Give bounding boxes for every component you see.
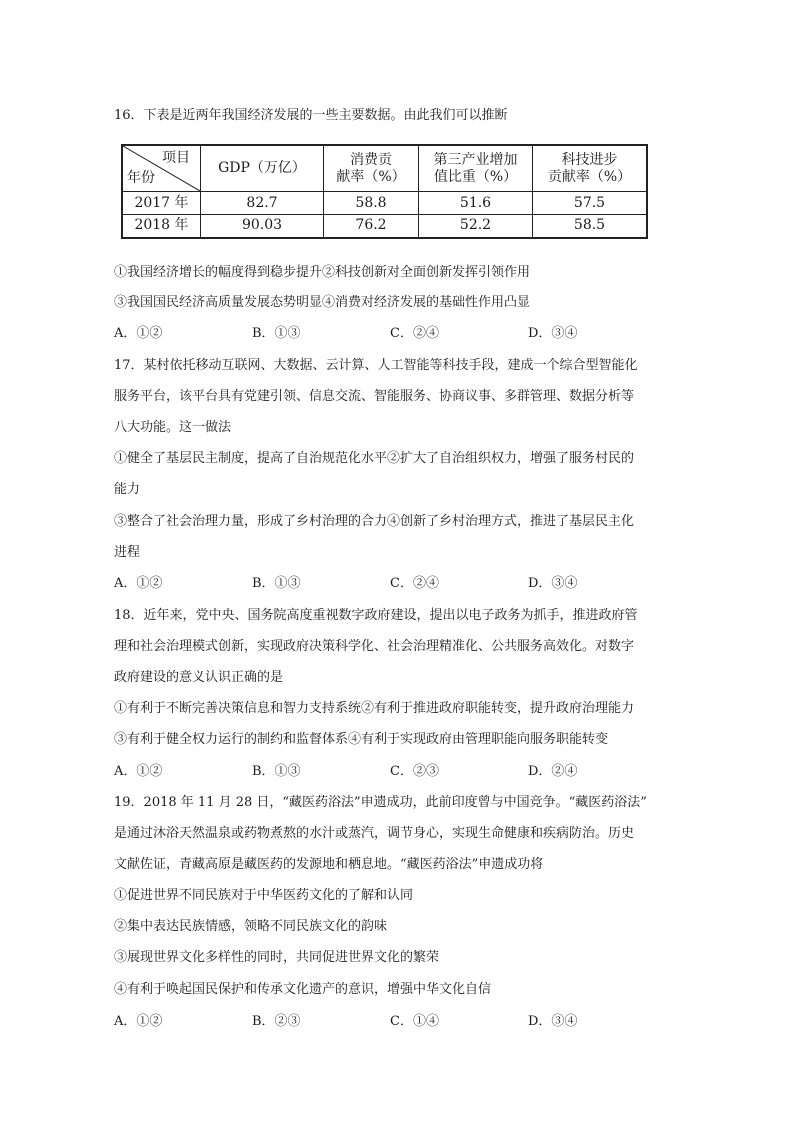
q16-stem: 16．下表是近两年我国经济发展的一些主要数据。由此我们可以推断 xyxy=(114,108,508,123)
q19-statement: ①促进世界不同民族对于中华医药文化的了解和认同 xyxy=(114,888,414,903)
q19-option-a: A．①② xyxy=(114,1014,163,1029)
q18-statement: ③有利于健全权力运行的制约和监督体系④有利于实现政府由管理职能向服务职能转变 xyxy=(114,732,609,747)
q17-statement: ①健全了基层民主制度，提高了自治规范化水平②扩大了自治组织权力，增强了服务村民的 xyxy=(114,451,635,466)
q19-stem: 文献佐证，青藏高原是藏医药的发源地和栖息地。“藏医药浴法”申遗成功将 xyxy=(114,857,544,872)
q17-option-c: C．②④ xyxy=(390,576,439,591)
q17-stem: 17．某村依托移动互联网、大数据、云计算、人工智能等科技手段，建成一个综合型智能化 xyxy=(114,358,638,373)
q17-statement: 能力 xyxy=(114,482,141,497)
q16-option-d: D．③④ xyxy=(528,326,578,341)
table-cell: 58.8 xyxy=(324,192,419,215)
q17-stem: 服务平台，该平台具有党建引领、信息交流、智能服务、协商议事、多群管理、数据分析等 xyxy=(114,389,635,404)
table-cell: 51.6 xyxy=(419,192,533,215)
q16-option-c: C．②④ xyxy=(390,326,439,341)
table-row xyxy=(122,215,647,238)
q16-option-a: A．①② xyxy=(114,326,163,341)
table-header-row xyxy=(122,145,647,192)
table-cell-year: 2017 年 xyxy=(122,192,201,215)
q17-option-d: D．③④ xyxy=(528,576,578,591)
table-cell: 90.03 xyxy=(201,215,324,238)
table-header-tech: 科技进步 贡献率（%） xyxy=(533,145,648,192)
table-cell-year: 2018 年 xyxy=(122,215,201,238)
economic-data-table xyxy=(121,144,648,239)
q19-option-d: D．③④ xyxy=(528,1014,578,1029)
q19-stem: 是通过沐浴天然温泉或药物煮熬的水汁或蒸汽，调节身心，实现生命健康和疾病防治。历史 xyxy=(114,826,635,841)
q17-statement: ③整合了社会治理力量，形成了乡村治理的合力④创新了乡村治理方式，推进了基层民主化 xyxy=(114,514,635,529)
table-cell: 58.5 xyxy=(533,215,648,238)
q18-option-b: B．①③ xyxy=(252,764,301,779)
q17-option-a: A．①② xyxy=(114,576,163,591)
q18-stem: 理和社会治理模式创新，实现政府决策科学化、社会治理精准化、公共服务高效化。对数字 xyxy=(114,639,635,654)
table-row xyxy=(122,192,647,215)
q19-statement: ②集中表达民族情感，领略不同民族文化的韵味 xyxy=(114,919,388,934)
corner-year-label: 年份 xyxy=(127,170,155,186)
corner-item-label: 项目 xyxy=(162,150,190,166)
q18-option-d: D．②④ xyxy=(528,764,578,779)
q16-statement: ①我国经济增长的幅度得到稳步提升②科技创新对全面创新发挥引领作用 xyxy=(114,265,531,280)
q19-stem: 19．2018 年 11 月 28 日，“藏医药浴法”申遗成功，此前印度曾与中国竞争。“藏医药浴法” xyxy=(114,795,647,810)
table-cell: 82.7 xyxy=(201,192,324,215)
q19-statement: ④有利于唤起国民保护和传承文化遗产的意识，增强中华文化自信 xyxy=(114,982,492,997)
q19-option-c: C．①④ xyxy=(390,1014,439,1029)
q16-option-b: B．①③ xyxy=(252,326,301,341)
q19-statement: ③展现世界文化多样性的同时，共同促进世界文化的繁荣 xyxy=(114,950,440,965)
q17-option-b: B．①③ xyxy=(252,576,301,591)
table-cell: 76.2 xyxy=(324,215,419,238)
table-cell: 57.5 xyxy=(533,192,648,215)
table-cell: 52.2 xyxy=(419,215,533,238)
q18-stem: 政府建设的意义认识正确的是 xyxy=(114,670,284,685)
table-corner-cell xyxy=(122,145,201,192)
q18-option-c: C．②③ xyxy=(390,764,439,779)
q18-stem: 18．近年来，党中央、国务院高度重视数字政府建设，提出以电子政务为抓手，推进政府管 xyxy=(114,608,638,623)
q17-statement: 进程 xyxy=(114,545,141,560)
table-header-gdp: GDP（万亿） xyxy=(201,145,324,192)
table-header-consumption: 消费贡 献率（%） xyxy=(324,145,419,192)
q17-stem: 八大功能。这一做法 xyxy=(114,420,232,435)
q16-statement: ③我国国民经济高质量发展态势明显④消费对经济发展的基础性作用凸显 xyxy=(114,295,531,310)
q18-option-a: A．①② xyxy=(114,764,163,779)
table-header-tertiary: 第三产业增加 值比重（%） xyxy=(419,145,533,192)
q19-option-b: B．②③ xyxy=(252,1014,301,1029)
q18-statement: ①有利于不断完善决策信息和智力支持系统②有利于推进政府职能转变，提升政府治理能力 xyxy=(114,701,635,716)
